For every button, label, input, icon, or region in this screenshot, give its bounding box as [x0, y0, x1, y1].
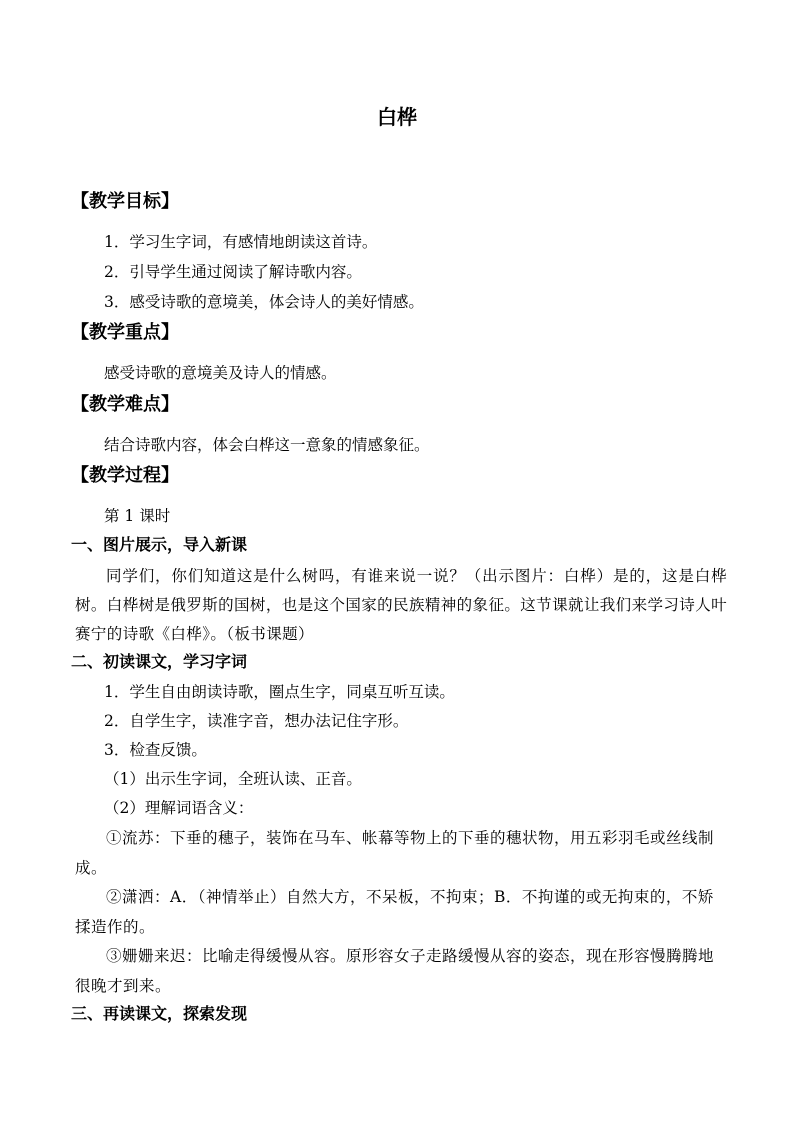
objective-item-1: 1．学习生字词，有感情地朗读这首诗。 [104, 233, 378, 251]
difficulties-text: 结合诗歌内容，体会白桦这一意象的情感象征。 [104, 436, 430, 454]
section-2-heading: 二、初读课文，学习字词 [71, 652, 248, 671]
section-2-item-1: 1．学生自由朗读诗歌，圈点生字，同桌互听互读。 [104, 683, 455, 701]
process-heading: 【教学过程】 [71, 465, 179, 486]
section-1-text: 同学们，你们知道这是什么树吗，有谁来说一说？（出示图片：白桦）是的，这是白桦树。白桦树是俄罗斯的国树，也是这个国家的民族精神的象征。这节课就让我们来学习诗人叶赛宁的诗歌《白桦》。（板书课题） [75, 567, 727, 643]
objectives-heading: 【教学目标】 [71, 191, 179, 212]
objective-item-3: 3．感受诗歌的意境美，体会诗人的美好情感。 [104, 293, 424, 311]
objective-item-2: 2．引导学生通过阅读了解诗歌内容。 [104, 263, 362, 281]
section-2-subitem-2: （2）理解词语含义： [104, 799, 254, 817]
key-points-heading: 【教学重点】 [71, 322, 179, 343]
word-definition-3: ③姗姗来迟：比喻走得缓慢从容。原形容女子走路缓慢从容的姿态，现在形容慢腾腾地很晚才到来。 [75, 947, 715, 995]
word-definition-1: ①流苏：下垂的穗子，装饰在马车、帐幕等物上的下垂的穗状物，用五彩羽毛或丝线制成。 [75, 829, 715, 877]
section-3-heading: 三、再读课文，探索发现 [71, 1004, 248, 1023]
key-points-text: 感受诗歌的意境美及诗人的情感。 [104, 364, 337, 382]
section-2-item-3: 3．检查反馈。 [104, 741, 207, 759]
section-2-subitem-1: （1）出示生字词，全班认读、正音。 [104, 770, 362, 788]
section-2-item-2: 2．自学生字，读准字音，想办法记住字形。 [104, 712, 409, 730]
document-title: 白桦 [377, 105, 417, 129]
section-1-heading: 一、图片展示，导入新课 [71, 535, 248, 554]
lesson-label: 第 1 课时 [104, 507, 171, 525]
difficulties-heading: 【教学难点】 [71, 394, 179, 415]
word-definition-2: ②潇洒：A．（神情举止）自然大方，不呆板，不拘束；B．不拘谨的或无拘束的，不矫揉造作的。 [75, 888, 714, 936]
